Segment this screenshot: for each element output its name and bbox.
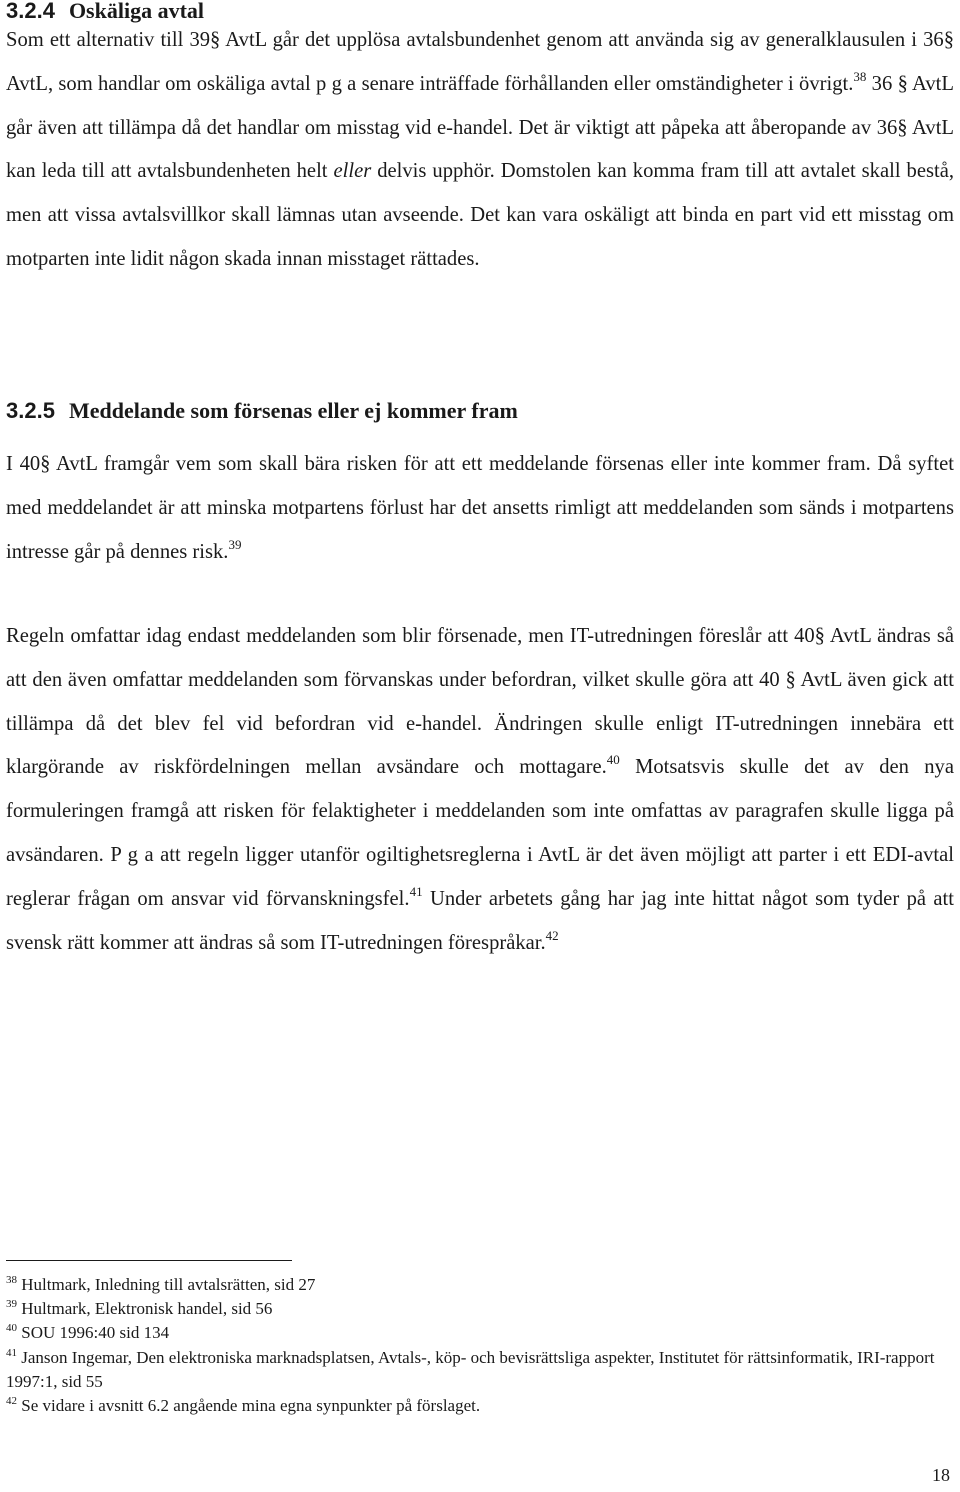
footnote-text: SOU 1996:40 sid 134 — [21, 1323, 170, 1343]
footnote-38 — [6, 1273, 954, 1297]
emphasis-text: eller — [333, 160, 372, 183]
paragraph-meddelande-risk — [6, 443, 954, 574]
footnote-number: 42 — [6, 1395, 17, 1408]
paragraph-it-utredningen — [6, 615, 954, 965]
footnote-ref-39[interactable]: 39 — [228, 536, 242, 552]
paragraph-oskaliga-avtal — [6, 19, 954, 282]
footnote-ref-40[interactable]: 40 — [606, 752, 620, 768]
footnote-number: 40 — [6, 1322, 17, 1335]
footnote-divider — [6, 1260, 292, 1261]
footnote-text: Hultmark, Elektronisk handel, sid 56 — [21, 1299, 273, 1319]
section-title: Meddelande som försenas eller ej kommer fram — [68, 398, 518, 423]
footnote-number: 39 — [6, 1298, 17, 1311]
footnotes — [6, 1273, 954, 1418]
section-number: 3.2.5 — [6, 398, 55, 423]
footnote-42 — [6, 1394, 954, 1418]
footnote-text: Janson Ingemar, Den elektroniska marknadsplatsen, Avtals-, köp- och bevisrättsliga aspekter, Institutet för rättsinformatik, IRI-rapport 1997:1, sid 55 — [6, 1347, 935, 1391]
footnote-40 — [6, 1321, 954, 1345]
paragraph-text: Under arbetets gång har jag inte hittat något som tyder på att svensk rätt kommer att ändras så som IT-utredningen förespråkar. — [6, 887, 955, 954]
page-number: 18 — [932, 1465, 950, 1485]
footnote-text: Se vidare i avsnitt 6.2 angående mina egna synpunkter på förslaget. — [21, 1396, 481, 1416]
footnote-ref-38[interactable]: 38 — [853, 68, 867, 84]
paragraph-text: Motsatsvis skulle det av den nya formuleringen framgå att risken för felaktigheter i meddelanden som inte omfattas av paragrafen skulle ligga på avsändaren. P g a att regeln ligger utanför ogiltighetsreglerna i AvtL är det även möjligt att parter i ett EDI-avtal reglerar frågan om ansvar vid förvanskningsfel. — [6, 756, 954, 910]
section-heading-3-2-5 — [6, 400, 518, 422]
section-number: 3.2.4 — [6, 0, 55, 23]
section-title: Oskäliga avtal — [68, 0, 205, 23]
paragraph-text: Regeln omfattar idag endast meddelanden som blir försenade, men IT-utredningen föreslår att 40§ AvtL ändras så att den även omfattar meddelanden som förvanskas under befordran, vilket skulle göra att 40 § AvtL även gick att tillämpa då det blev fel vid befordran vid e-handel. Ändringen skulle enligt IT-utredningen innebära ett klargörande av riskfördelningen mellan avsändare och mottagare. — [6, 625, 954, 779]
footnote-number: 38 — [6, 1274, 17, 1286]
footnote-39 — [6, 1297, 954, 1321]
footnote-number: 41 — [6, 1346, 17, 1359]
paragraph-text: I 40§ AvtL framgår vem som skall bära risken för att ett meddelande försenas eller inte kommer fram. Då syftet med meddelandet är att minska motpartens förlust har det ansetts rimligt att meddelanden som sänds i motpartens intresse går på dennes risk. — [6, 453, 954, 563]
paragraph-text: Som ett alternativ till 39§ AvtL går det upplösa avtalsbundenhet genom att använda sig av generalklausulen i 36§ AvtL, som handlar om oskäliga avtal p g a senare inträffade förhållanden eller omständigheter i övrigt. — [6, 29, 954, 95]
paragraph-text: 36 § AvtL går även att tillämpa då det handlar om misstag vid e-handel. Det är viktigt att påpeka att åberopande av 36§ AvtL kan leda till att avtalsbundenheten helt — [6, 72, 954, 183]
footnote-ref-42[interactable]: 42 — [545, 927, 559, 943]
footnote-41 — [6, 1346, 954, 1394]
paragraph-text: delvis upphör. Domstolen kan komma fram till att avtalet skall bestå, men att vissa avtalsvillkor skall lämnas utan avseende. Det kan vara oskäligt att binda en part vid ett misstag om motparten inte lidit någon skada innan misstaget rättades. — [6, 160, 954, 270]
footnote-text: Hultmark, Inledning till avtalsrätten, sid 27 — [21, 1275, 316, 1294]
footnote-ref-41[interactable]: 41 — [409, 883, 423, 899]
